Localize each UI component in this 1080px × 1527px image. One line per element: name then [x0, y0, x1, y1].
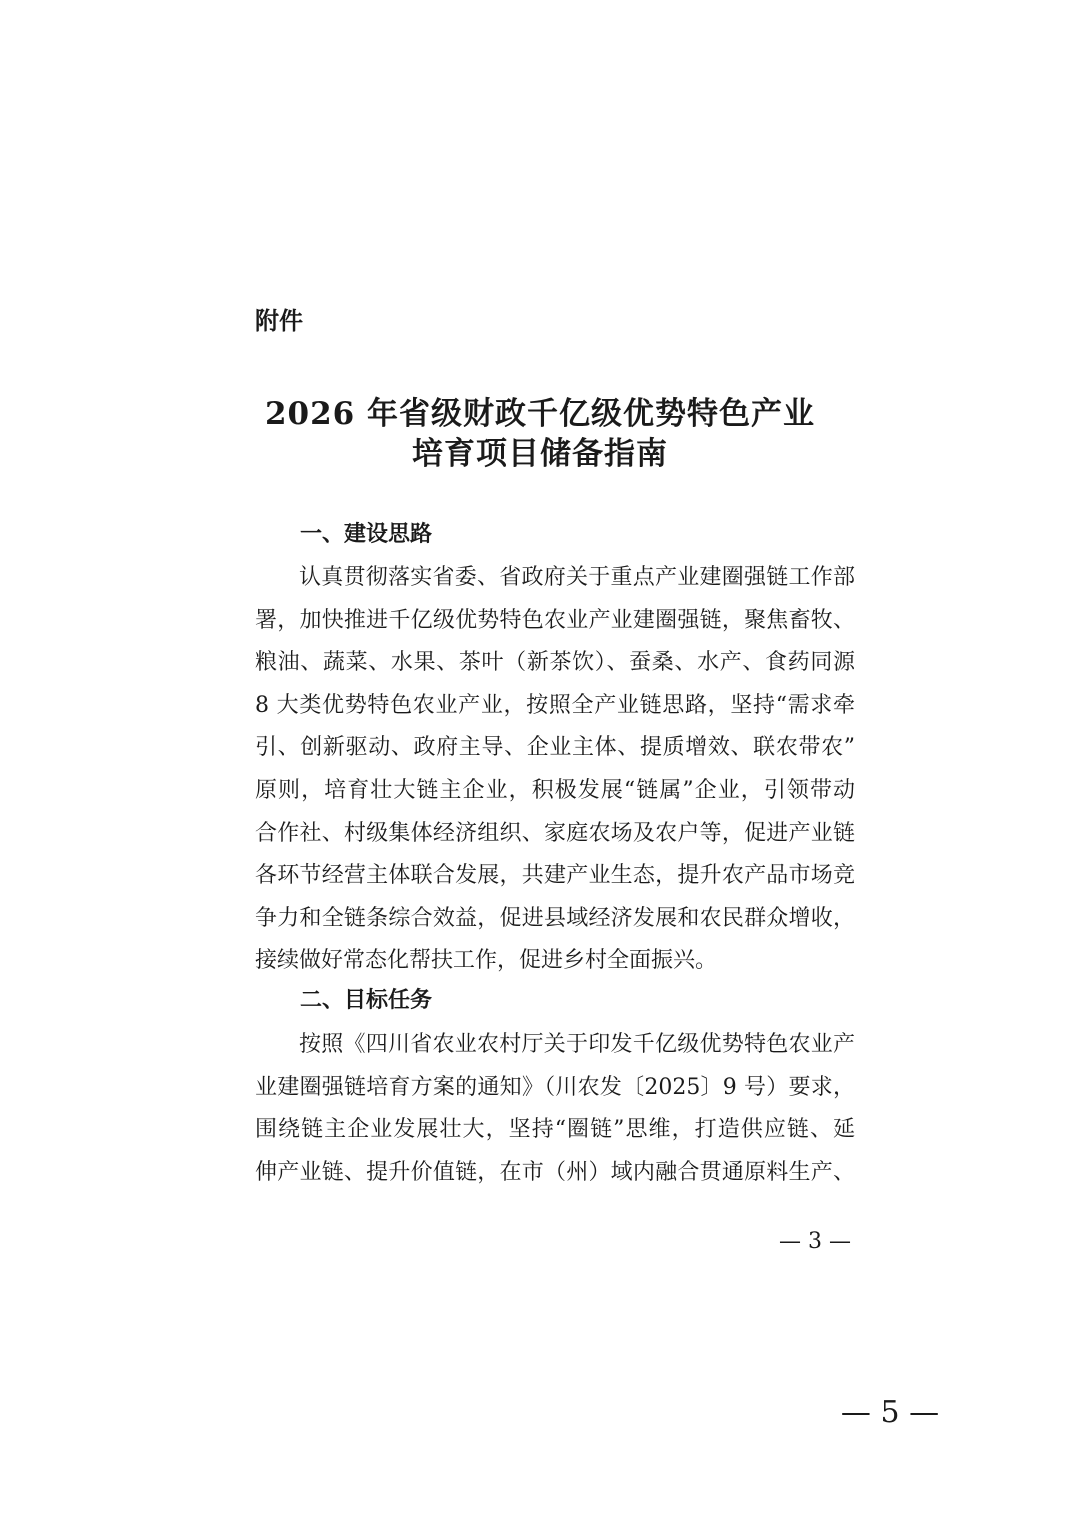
section-1-heading: 一、建设思路	[300, 522, 433, 547]
paragraph-line: 署，加快推进千亿级优势特色农业产业建圈强链，聚焦畜牧、	[255, 607, 855, 633]
section-2-heading: 二、目标任务	[300, 988, 433, 1013]
inner-page-number: — 3 —	[779, 1229, 851, 1254]
paragraph-line: 业建圈强链培育方案的通知》（川农发〔2025〕9 号）要求，	[255, 1074, 855, 1100]
outer-page-number: — 5 —	[840, 1395, 940, 1430]
paragraph-line: 8 大类优势特色农业产业，按照全产业链思路，坚持“需求牵	[255, 692, 855, 718]
paragraph-line: 合作社、村级集体经济组织、家庭农场及农户等，促进产业链	[255, 820, 855, 846]
document-title-line-1: 2026 年省级财政千亿级优势特色产业	[264, 396, 816, 432]
paragraph-line: 各环节经营主体联合发展，共建产业生态，提升农产品市场竞	[255, 863, 855, 889]
paragraph-line: 接续做好常态化帮扶工作，促进乡村全面振兴。	[255, 948, 718, 974]
paragraph-line: 围绕链主企业发展壮大，坚持“圈链”思维，打造供应链、延	[255, 1117, 855, 1143]
document-title-line-2: 培育项目储备指南	[412, 436, 668, 472]
paragraph-line: 争力和全链条综合效益，促进县域经济发展和农民群众增收，	[255, 905, 855, 931]
paragraph-line: 引、创新驱动、政府主导、企业主体、提质增效、联农带农”	[255, 735, 855, 761]
paragraph-line: 原则，培育壮大链主企业，积极发展“链属”企业，引领带动	[255, 777, 855, 803]
paragraph-line: 粮油、蔬菜、水果、茶叶（新茶饮）、蚕桑、水产、食药同源	[255, 650, 855, 676]
section-1-paragraph	[255, 557, 855, 983]
paragraph-line: 伸产业链、提升价值链，在市（州）域内融合贯通原料生产、	[255, 1159, 855, 1185]
attachment-label: 附件	[255, 307, 303, 335]
paragraph-line: 按照《四川省农业农村厅关于印发千亿级优势特色农业产	[299, 1032, 855, 1057]
paragraph-line: 认真贯彻落实省委、省政府关于重点产业建圈强链工作部	[299, 565, 855, 590]
section-2-paragraph	[255, 1024, 855, 1194]
